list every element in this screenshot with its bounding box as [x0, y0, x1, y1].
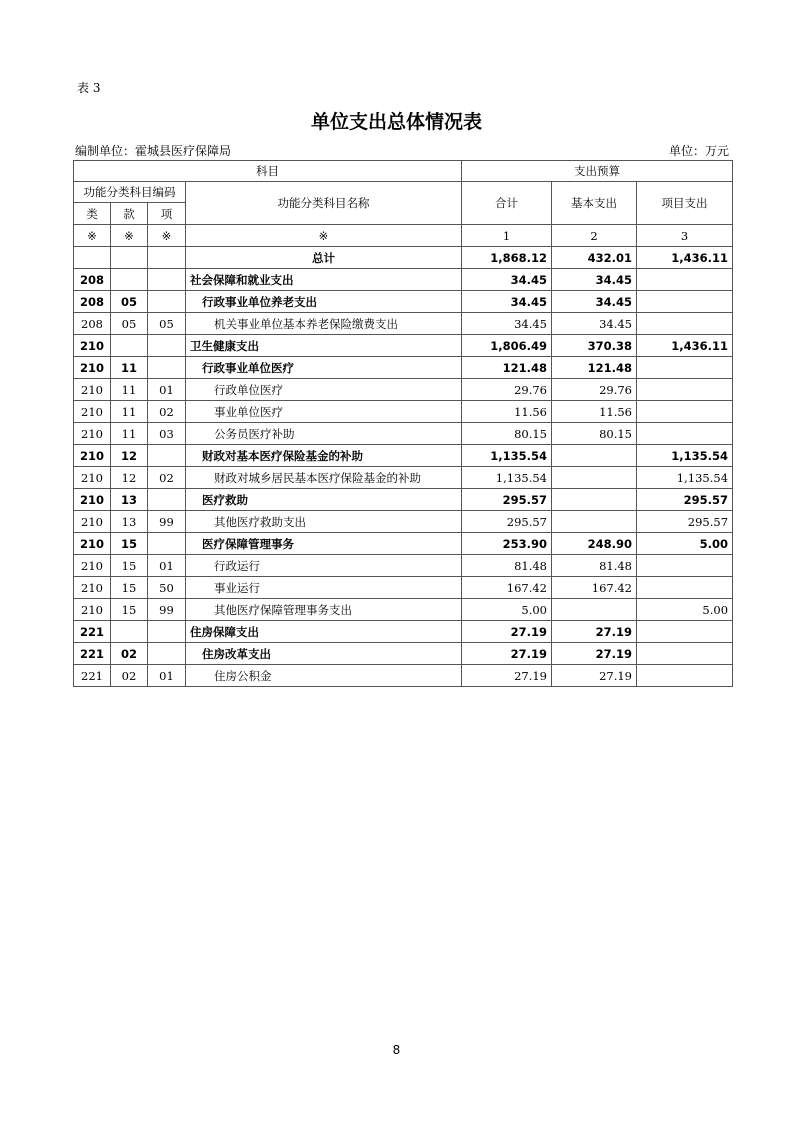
- xiang-cell: [148, 445, 186, 467]
- item-name-cell: 公务员医疗补助: [186, 423, 462, 445]
- project-header: 项目支出: [637, 182, 733, 225]
- kuan-cell: 11: [111, 423, 148, 445]
- header-row-index: [74, 225, 733, 247]
- mark-cell: ※: [186, 225, 462, 247]
- basic-cell: 432.01: [552, 247, 637, 269]
- budget-header: 支出预算: [462, 161, 733, 182]
- kuan-cell: 05: [111, 313, 148, 335]
- table-row: [74, 621, 733, 643]
- kuan-cell: 15: [111, 555, 148, 577]
- lei-header: 类: [74, 203, 111, 225]
- total-cell: 27.19: [462, 665, 552, 687]
- col-index-3: 3: [637, 225, 733, 247]
- xiang-cell: 01: [148, 665, 186, 687]
- item-name-cell: 住房公积金: [186, 665, 462, 687]
- item-name-cell: 机关事业单位基本养老保险缴费支出: [186, 313, 462, 335]
- xiang-cell: [148, 291, 186, 313]
- total-cell: 11.56: [462, 401, 552, 423]
- table-row: [74, 247, 733, 269]
- total-cell: 1,135.54: [462, 445, 552, 467]
- kuan-cell: 15: [111, 533, 148, 555]
- table-row: [74, 357, 733, 379]
- basic-cell: 167.42: [552, 577, 637, 599]
- item-name-cell: 事业运行: [186, 577, 462, 599]
- kuan-cell: 11: [111, 401, 148, 423]
- table-row: [74, 313, 733, 335]
- basic-cell: 34.45: [552, 269, 637, 291]
- table-row: [74, 665, 733, 687]
- basic-cell: [552, 489, 637, 511]
- lei-cell: 221: [74, 621, 111, 643]
- item-name-cell: 卫生健康支出: [186, 335, 462, 357]
- table-row: [74, 269, 733, 291]
- subject-header: 科目: [74, 161, 462, 182]
- basic-cell: 27.19: [552, 665, 637, 687]
- total-cell: 121.48: [462, 357, 552, 379]
- lei-cell: 210: [74, 379, 111, 401]
- table-row: [74, 467, 733, 489]
- kuan-cell: 12: [111, 445, 148, 467]
- project-cell: 1,135.54: [637, 467, 733, 489]
- basic-cell: 121.48: [552, 357, 637, 379]
- lei-cell: 210: [74, 423, 111, 445]
- basic-cell: [552, 599, 637, 621]
- mark-cell: ※: [74, 225, 111, 247]
- project-cell: 1,436.11: [637, 335, 733, 357]
- item-name-cell: 其他医疗救助支出: [186, 511, 462, 533]
- total-cell: 80.15: [462, 423, 552, 445]
- project-cell: [637, 577, 733, 599]
- page-title: 单位支出总体情况表: [310, 111, 482, 133]
- kuan-cell: 12: [111, 467, 148, 489]
- kuan-cell: [111, 269, 148, 291]
- total-cell: 1,868.12: [462, 247, 552, 269]
- total-cell: 81.48: [462, 555, 552, 577]
- xiang-cell: [148, 269, 186, 291]
- lei-cell: 221: [74, 643, 111, 665]
- lei-cell: 210: [74, 467, 111, 489]
- total-header: 合计: [462, 182, 552, 225]
- xiang-cell: [148, 335, 186, 357]
- total-cell: 29.76: [462, 379, 552, 401]
- total-cell: 5.00: [462, 599, 552, 621]
- xiang-cell: [148, 643, 186, 665]
- col-index-2: 2: [552, 225, 637, 247]
- basic-cell: [552, 467, 637, 489]
- mark-cell: ※: [111, 225, 148, 247]
- xiang-cell: 02: [148, 467, 186, 489]
- table-label: 表 3: [77, 81, 101, 95]
- lei-cell: [74, 247, 111, 269]
- item-name-cell: 行政事业单位养老支出: [186, 291, 462, 313]
- lei-cell: 208: [74, 291, 111, 313]
- xiang-cell: [148, 357, 186, 379]
- project-cell: [637, 313, 733, 335]
- xiang-cell: [148, 489, 186, 511]
- page-number: 8: [392, 1043, 401, 1057]
- name-header: 功能分类科目名称: [186, 182, 462, 225]
- project-cell: [637, 357, 733, 379]
- xiang-cell: 02: [148, 401, 186, 423]
- table-row: [74, 533, 733, 555]
- kuan-cell: 02: [111, 643, 148, 665]
- table-row: [74, 577, 733, 599]
- project-cell: [637, 423, 733, 445]
- kuan-cell: 13: [111, 511, 148, 533]
- kuan-cell: [111, 247, 148, 269]
- item-name-cell: 社会保障和就业支出: [186, 269, 462, 291]
- kuan-cell: 11: [111, 379, 148, 401]
- total-cell: 34.45: [462, 291, 552, 313]
- lei-cell: 210: [74, 335, 111, 357]
- item-name-cell: 医疗救助: [186, 489, 462, 511]
- basic-cell: 80.15: [552, 423, 637, 445]
- item-name-cell: 事业单位医疗: [186, 401, 462, 423]
- project-cell: [637, 269, 733, 291]
- lei-cell: 210: [74, 445, 111, 467]
- total-cell: 167.42: [462, 577, 552, 599]
- project-cell: [637, 665, 733, 687]
- xiang-cell: 01: [148, 379, 186, 401]
- kuan-cell: [111, 335, 148, 357]
- table-row: [74, 401, 733, 423]
- item-name-cell: 住房改革支出: [186, 643, 462, 665]
- basic-cell: 29.76: [552, 379, 637, 401]
- item-name-cell: 行政单位医疗: [186, 379, 462, 401]
- table-row: [74, 555, 733, 577]
- header-row-subject: [74, 161, 733, 182]
- item-name-cell: 财政对城乡居民基本医疗保险基金的补助: [186, 467, 462, 489]
- code-group-header: 功能分类科目编码: [74, 182, 186, 203]
- lei-cell: 221: [74, 665, 111, 687]
- table-row: [74, 445, 733, 467]
- item-name-cell: 财政对基本医疗保险基金的补助: [186, 445, 462, 467]
- expenditure-table: [73, 160, 733, 687]
- lei-cell: 208: [74, 313, 111, 335]
- project-cell: [637, 555, 733, 577]
- currency-unit: 单位：万元: [668, 144, 729, 158]
- basic-cell: 11.56: [552, 401, 637, 423]
- total-cell: 295.57: [462, 511, 552, 533]
- xiang-cell: [148, 533, 186, 555]
- mark-cell: ※: [148, 225, 186, 247]
- total-cell: 253.90: [462, 533, 552, 555]
- project-cell: [637, 291, 733, 313]
- lei-cell: 210: [74, 533, 111, 555]
- item-name-cell: 行政运行: [186, 555, 462, 577]
- lei-cell: 208: [74, 269, 111, 291]
- total-cell: 1,135.54: [462, 467, 552, 489]
- project-cell: [637, 643, 733, 665]
- lei-cell: 210: [74, 577, 111, 599]
- basic-cell: 248.90: [552, 533, 637, 555]
- lei-cell: 210: [74, 401, 111, 423]
- basic-cell: 81.48: [552, 555, 637, 577]
- kuan-cell: 15: [111, 599, 148, 621]
- item-name-cell: 总计: [186, 247, 462, 269]
- project-cell: 1,135.54: [637, 445, 733, 467]
- table-row: [74, 599, 733, 621]
- table-row: [74, 489, 733, 511]
- compiling-unit: 编制单位：霍城县医疗保障局: [75, 144, 232, 158]
- table-row: [74, 643, 733, 665]
- basic-cell: 27.19: [552, 621, 637, 643]
- project-cell: 295.57: [637, 511, 733, 533]
- lei-cell: 210: [74, 599, 111, 621]
- total-cell: 34.45: [462, 269, 552, 291]
- total-cell: 27.19: [462, 621, 552, 643]
- total-cell: 27.19: [462, 643, 552, 665]
- total-cell: 34.45: [462, 313, 552, 335]
- xiang-cell: 99: [148, 511, 186, 533]
- basic-cell: 34.45: [552, 313, 637, 335]
- project-cell: [637, 621, 733, 643]
- kuan-cell: [111, 621, 148, 643]
- xiang-cell: [148, 621, 186, 643]
- item-name-cell: 行政事业单位医疗: [186, 357, 462, 379]
- lei-cell: 210: [74, 555, 111, 577]
- item-name-cell: 住房保障支出: [186, 621, 462, 643]
- xiang-header: 项: [148, 203, 186, 225]
- kuan-cell: 05: [111, 291, 148, 313]
- kuan-cell: 11: [111, 357, 148, 379]
- xiang-cell: [148, 247, 186, 269]
- lei-cell: 210: [74, 511, 111, 533]
- table-row: [74, 423, 733, 445]
- table-row: [74, 511, 733, 533]
- kuan-cell: 02: [111, 665, 148, 687]
- basic-cell: 370.38: [552, 335, 637, 357]
- xiang-cell: 05: [148, 313, 186, 335]
- total-cell: 295.57: [462, 489, 552, 511]
- project-cell: [637, 379, 733, 401]
- basic-cell: [552, 445, 637, 467]
- col-index-1: 1: [462, 225, 552, 247]
- lei-cell: 210: [74, 489, 111, 511]
- project-cell: 5.00: [637, 599, 733, 621]
- kuan-header: 款: [111, 203, 148, 225]
- project-cell: 1,436.11: [637, 247, 733, 269]
- item-name-cell: 其他医疗保障管理事务支出: [186, 599, 462, 621]
- basic-cell: [552, 511, 637, 533]
- table-row: [74, 291, 733, 313]
- project-cell: 5.00: [637, 533, 733, 555]
- xiang-cell: 01: [148, 555, 186, 577]
- basic-cell: 27.19: [552, 643, 637, 665]
- header-row-code: [74, 182, 733, 203]
- basic-header: 基本支出: [552, 182, 637, 225]
- table-row: [74, 379, 733, 401]
- xiang-cell: 50: [148, 577, 186, 599]
- total-cell: 1,806.49: [462, 335, 552, 357]
- basic-cell: 34.45: [552, 291, 637, 313]
- item-name-cell: 医疗保障管理事务: [186, 533, 462, 555]
- xiang-cell: 03: [148, 423, 186, 445]
- lei-cell: 210: [74, 357, 111, 379]
- project-cell: [637, 401, 733, 423]
- table-row: [74, 335, 733, 357]
- kuan-cell: 15: [111, 577, 148, 599]
- project-cell: 295.57: [637, 489, 733, 511]
- xiang-cell: 99: [148, 599, 186, 621]
- kuan-cell: 13: [111, 489, 148, 511]
